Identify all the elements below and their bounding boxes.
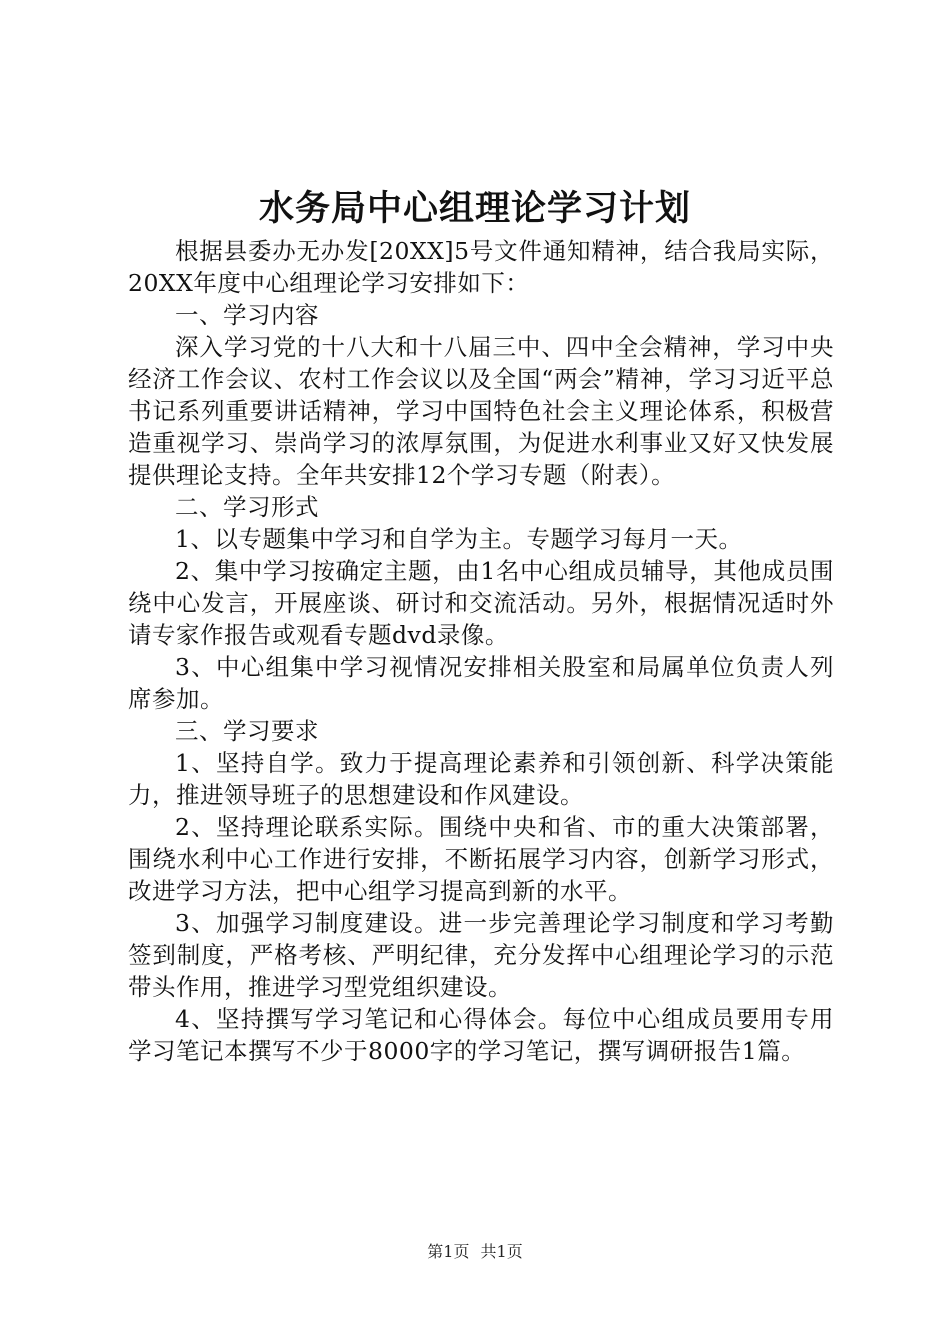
form-item-2: 2、集中学习按确定主题，由1名中心组成员辅导，其他成员围绕中心发言，开展座谈、研讨和交流活动。另外，根据情况适时外请专家作报告或观看专题dvd录像。 <box>128 557 834 649</box>
page-footer <box>0 1240 950 1264</box>
form-item-3: 3、中心组集中学习视情况安排相关股室和局属单位负责人列席参加。 <box>128 653 834 713</box>
requirement-item-3: 3、加强学习制度建设。进一步完善理论学习制度和学习考勤签到制度，严格考核、严明纪律，充分发挥中心组理论学习的示范带头作用，推进学习型党组织建设。 <box>128 909 834 1001</box>
section-heading-requirements: 三、学习要求 <box>175 717 319 745</box>
form-item-1: 1、以专题集中学习和自学为主。专题学习每月一天。 <box>175 525 743 553</box>
requirement-item-1: 1、坚持自学。致力于提高理论素养和引领创新、科学决策能力，推进领导班子的思想建设和作风建设。 <box>128 749 834 809</box>
section-heading-content: 一、学习内容 <box>175 301 319 329</box>
requirement-item-4: 4、坚持撰写学习笔记和心得体会。每位中心组成员要用专用学习笔记本撰写不少于8000字的学习笔记，撰写调研报告1篇。 <box>128 1005 834 1065</box>
requirement-item-2: 2、坚持理论联系实际。围绕中央和省、市的重大决策部署，围绕水利中心工作进行安排，不断拓展学习内容，创新学习形式，改进学习方法，把中心组学习提高到新的水平。 <box>128 813 834 905</box>
content-paragraph: 深入学习党的十八大和十八届三中、四中全会精神，学习中央经济工作会议、农村工作会议以及全国“两会”精神，学习习近平总书记系列重要讲话精神，学习中国特色社会主义理论体系，积极营造重视学习、崇尚学习的浓厚氛围，为促进水利事业又好又快发展提供理论支持。全年共安排12个学习专题（附表）。 <box>128 333 834 489</box>
page-total: 共1页 <box>480 1242 523 1261</box>
section-heading-form: 二、学习形式 <box>175 493 319 521</box>
document-title: 水务局中心组理论学习计划 <box>258 188 691 229</box>
document-body <box>128 235 834 1067</box>
page-number: 第1页 <box>427 1242 470 1261</box>
intro-paragraph: 根据县委办无办发[20XX]5号文件通知精神，结合我局实际，20XX年度中心组理论学习安排如下： <box>128 237 834 297</box>
